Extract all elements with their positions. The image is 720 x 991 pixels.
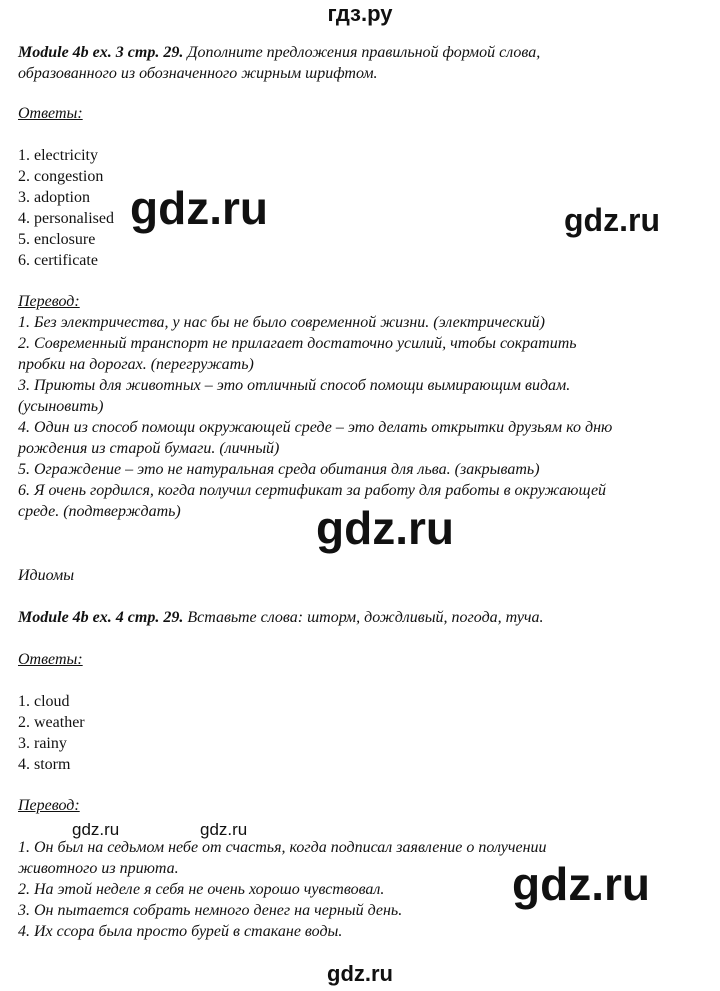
ex3-answer-4: 4. personalised — [18, 210, 114, 227]
ex3-translation-line: пробки на дорогах. (перегружать) — [18, 356, 254, 373]
footer-watermark: gdz.ru — [327, 961, 393, 986]
ex3-answer-6: 6. certificate — [18, 252, 98, 269]
ex4-translation-line: 4. Их ссора была просто бурей в стакане воды. — [18, 923, 343, 940]
header-watermark: гдз.ру — [327, 1, 393, 26]
ex3-translation-label: Перевод: — [18, 293, 80, 310]
idioms-heading: Идиомы — [18, 567, 75, 584]
watermark: gdz.ru — [72, 820, 120, 839]
ex4-translation-line: животного из приюта. — [18, 860, 179, 877]
ex4-answer-1: 1. cloud — [18, 693, 70, 710]
ex3-translation-line: 2. Современный транспорт не прилагает достаточно усилий, чтобы сократить — [18, 335, 577, 352]
ex3-answers-label: Ответы: — [18, 105, 83, 122]
ex4-translation-line: 2. На этой неделе я себя не очень хорошо чувствовал. — [18, 881, 385, 898]
ex4-instruction-line — [18, 607, 544, 628]
ex4-instruction: Вставьте слова: шторм, дождливый, погода, туча. — [183, 609, 544, 626]
ex3-instruction-1: Дополните предложения правильной формой слова, — [183, 44, 541, 61]
ex4-answer-2: 2. weather — [18, 714, 85, 731]
ex3-translation-line: 5. Ограждение – это не натуральная среда обитания для льва. (закрывать) — [18, 461, 540, 478]
ex3-answer-1: 1. electricity — [18, 147, 98, 164]
ex3-title: Module 4b ex. 3 стр. 29. — [18, 44, 184, 61]
ex4-translation-line: 3. Он пытается собрать немного денег на черный день. — [18, 902, 403, 919]
ex3-translation-line: 1. Без электричества, у нас бы не было современной жизни. (электрический) — [18, 314, 545, 331]
ex3-translation-line: (усыновить) — [18, 398, 104, 415]
ex4-translation-line: 1. Он был на седьмом небе от счастья, когда подписал заявление о получении — [18, 839, 547, 856]
watermark: gdz.ru — [200, 820, 248, 839]
watermark: gdz.ru — [564, 202, 660, 238]
ex3-translation-line: 6. Я очень гордился, когда получил сертификат за работу для работы в окружающей — [18, 482, 607, 499]
watermark: gdz.ru — [130, 182, 268, 234]
ex3-translation-line: 3. Приюты для животных – это отличный способ помощи вымирающим видам. — [18, 377, 571, 394]
ex4-answers-label: Ответы: — [18, 651, 83, 668]
ex3-instruction-line-1 — [18, 42, 540, 63]
ex3-answer-3: 3. adoption — [18, 189, 90, 206]
ex3-translation-line: среде. (подтверждать) — [18, 503, 181, 520]
ex4-answer-4: 4. storm — [18, 756, 71, 773]
ex3-answer-2: 2. congestion — [18, 168, 104, 185]
ex4-title: Module 4b ex. 4 стр. 29. — [18, 609, 184, 626]
ex3-instruction-2: образованного из обозначенного жирным шрифтом. — [18, 65, 378, 82]
watermark: gdz.ru — [512, 858, 650, 910]
ex4-translation-label: Перевод: — [18, 797, 80, 814]
ex3-translation-line: 4. Один из способ помощи окружающей среде – это делать открытки друзьям ко дню — [18, 419, 613, 436]
ex4-answer-3: 3. rainy — [18, 735, 67, 752]
watermark: gdz.ru — [316, 502, 454, 554]
ex3-translation-line: рождения из старой бумаги. (личный) — [18, 440, 280, 457]
ex3-answer-5: 5. enclosure — [18, 231, 96, 248]
